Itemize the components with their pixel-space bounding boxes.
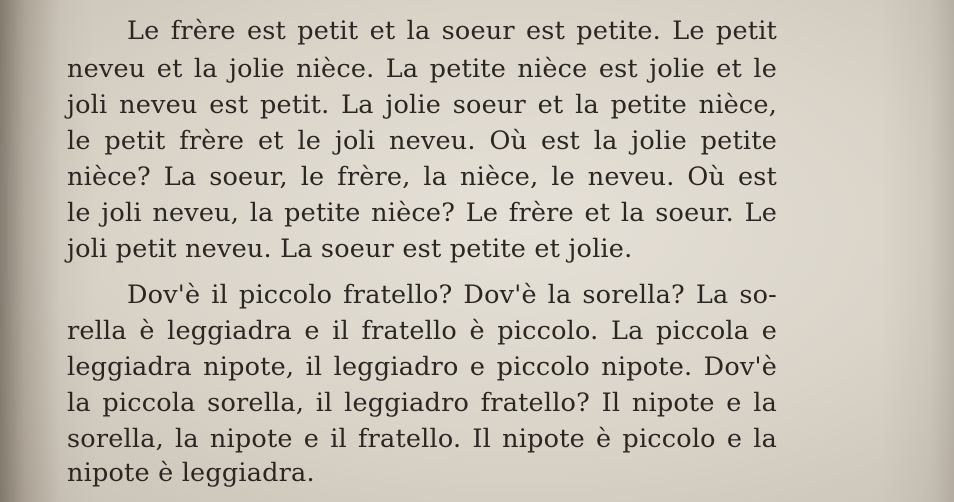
text-line: neveu et la jolie nièce. La petite nièce est jolie et le xyxy=(67,54,777,84)
text-line: la piccola sorella, il leggiadro fratello? Il nipote e la xyxy=(67,388,777,418)
text-line: rella è leggiadra e il fratello è piccolo. La piccola e xyxy=(67,316,777,346)
text-line: Dov'è il piccolo fratello? Dov'è la sorella? La so- xyxy=(127,280,777,310)
text-line: Le frère est petit et la soeur est petite. Le petit xyxy=(127,16,777,46)
text-line: nièce? La soeur, le frère, la nièce, le neveu. Où est xyxy=(67,162,777,192)
text-line: le joli neveu, la petite nièce? Le frère et la soeur. Le xyxy=(67,198,777,228)
text-line: le petit frère et le joli neveu. Où est la jolie petite xyxy=(67,126,777,156)
text-line: leggiadra nipote, il leggiadro e piccolo nipote. Dov'è xyxy=(67,352,777,382)
text-line: joli neveu est petit. La jolie soeur et la petite nièce, xyxy=(67,90,777,120)
text-line: sorella, la nipote e il fratello. Il nipote è piccolo e la xyxy=(67,424,777,454)
text-line: joli petit neveu. La soeur est petite et jolie. xyxy=(67,234,633,264)
text-line: nipote è leggiadra. xyxy=(67,458,315,488)
